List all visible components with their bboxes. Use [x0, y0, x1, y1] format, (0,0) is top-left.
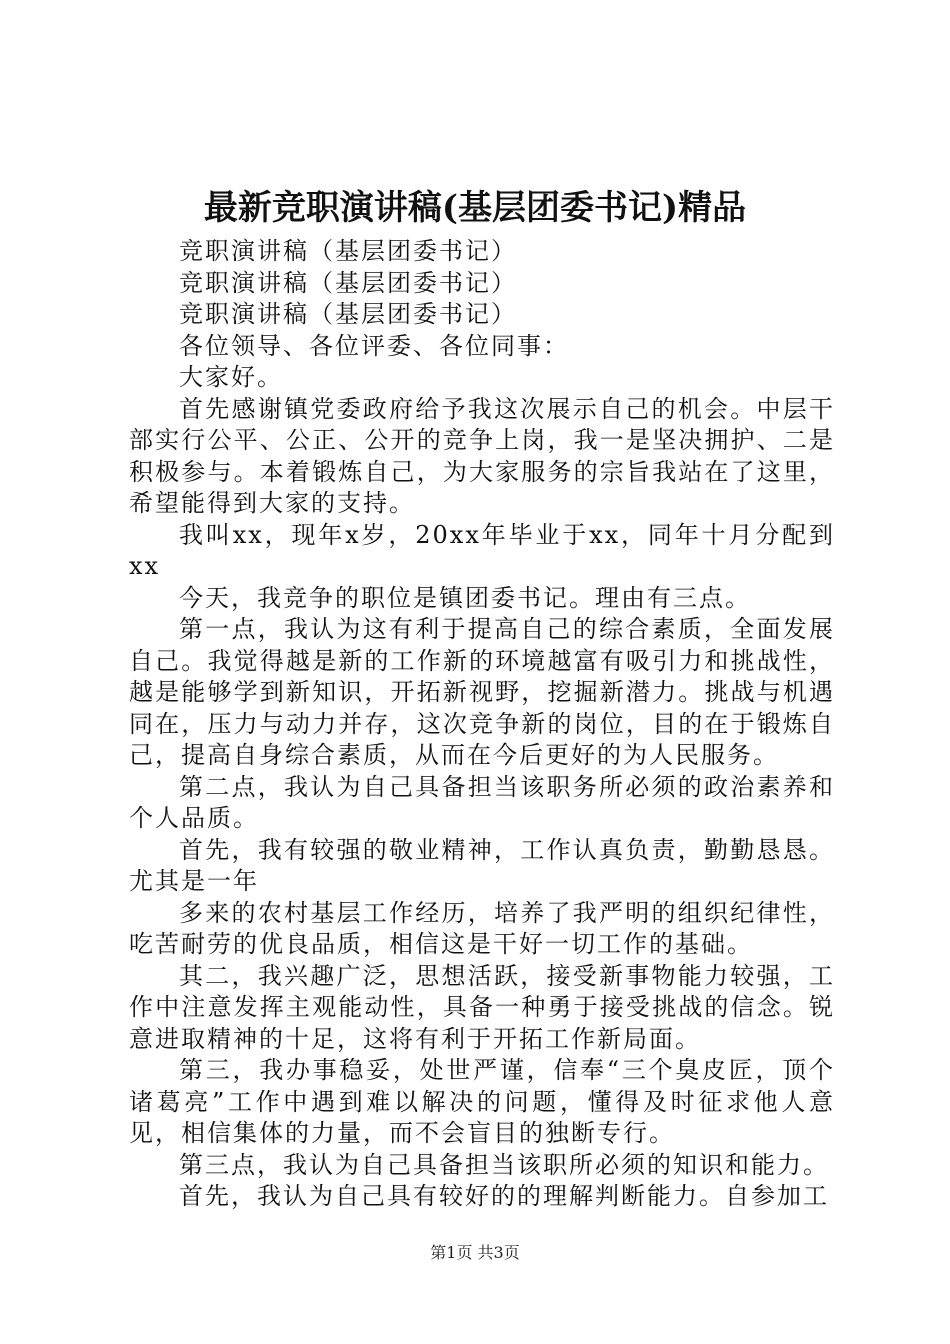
paragraph: 大家好。 [179, 363, 283, 391]
page-footer: 第1页 共3页 [430, 1243, 520, 1262]
paragraph: 其二，我兴趣广泛，思想活跃，接受新事物能力较强，工作中注意发挥主观能动性，具备一种勇于接受挑战的信念。锐意进取精神的十足，这将有利于开拓工作新局面。 [129, 961, 835, 1053]
paragraph: 各位领导、各位评委、各位同事： [179, 331, 569, 360]
paragraph: 第三点，我认为自己具备担当该职所必须的知识和能力。 [179, 1150, 829, 1179]
paragraph: 首先，我有较强的敬业精神，工作认真负责，勤勤恳恳。尤其是一年 [129, 835, 835, 895]
paragraph: 第三，我办事稳妥，处世严谨，信奉“三个臭皮匠，顶个诸葛亮”工作中遇到难以解决的问题，懂得及时征求他人意见，相信集体的力量，而不会盲目的独断专行。 [129, 1056, 835, 1147]
document-title: 最新竞职演讲稿(基层团委书记)精品 [203, 188, 747, 228]
paragraph: 第二点，我认为自己具备担当该职务所必须的政治素养和个人品质。 [129, 772, 835, 832]
paragraph: 我叫xx，现年x岁，20xx年毕业于xx，同年十月分配到xx [129, 520, 835, 580]
paragraph: 竞职演讲稿（基层团委书记） [179, 268, 517, 297]
paragraph: 第一点，我认为这有利于提高自己的综合素质，全面发展自己。我觉得越是新的工作新的环境越富有吸引力和挑战性，越是能够学到新知识，开拓新视野，挖掘新潜力。挑战与机遇同在，压力与动力并存，这次竞争新的岗位，目的在于锻炼自己，提高自身综合素质，从而在今后更好的为人民服务。 [129, 615, 835, 769]
paragraph: 今天，我竞争的职位是镇团委书记。理由有三点。 [179, 583, 751, 612]
paragraph: 竞职演讲稿（基层团委书记） [179, 300, 517, 328]
document-body [129, 236, 835, 1213]
paragraph: 首先，我认为自己具有较好的的理解判断能力。自参加工 [179, 1182, 829, 1210]
paragraph: 首先感谢镇党委政府给予我这次展示自己的机会。中层干部实行公平、公正、公开的竞争上岗，我一是坚决拥护、二是积极参与。本着锻炼自己，为大家服务的宗旨我站在了这里，希望能得到大家的支持。 [129, 394, 835, 517]
paragraph: 多来的农村基层工作经历，培养了我严明的组织纪律性，吃苦耐劳的优良品质，相信这是干好一切工作的基础。 [129, 898, 835, 958]
paragraph: 竞职演讲稿（基层团委书记） [179, 237, 517, 265]
